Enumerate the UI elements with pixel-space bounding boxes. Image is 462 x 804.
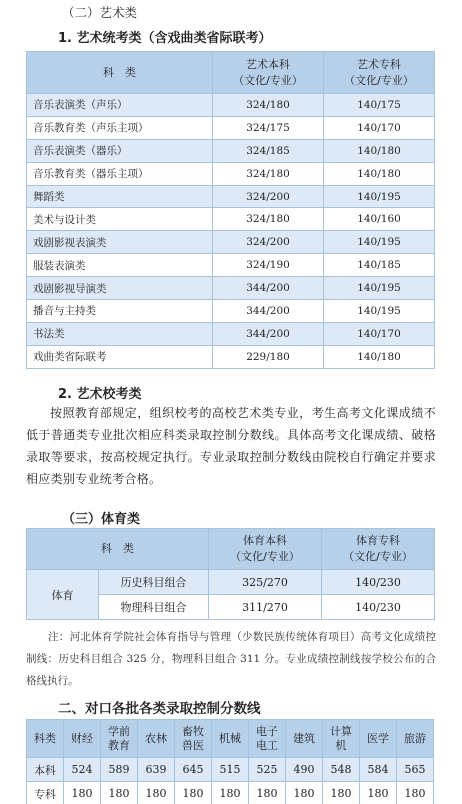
bachelor-cell: 344/200: [213, 277, 324, 300]
college-cell: 140/170: [324, 116, 435, 139]
score-cell: 565: [397, 758, 434, 782]
col-header-line: 农林: [145, 731, 167, 745]
col-header-college-line2: （文化/专业）: [344, 73, 414, 87]
bachelor-cell: 324/180: [213, 162, 324, 185]
college-cell: 140/195: [324, 185, 435, 208]
bachelor-cell: 324/200: [213, 185, 324, 208]
college-cell: 140/185: [324, 254, 435, 277]
col-header-line: 教育: [108, 738, 130, 752]
col-header-line: 学前: [108, 724, 130, 738]
col-header: [323, 720, 360, 758]
score-cell: 180: [175, 782, 212, 804]
col-header-college-line1: 艺术专科: [357, 57, 401, 71]
table-header-row: [27, 720, 434, 758]
table-row: [27, 782, 434, 804]
col-header-college-line2: （文化/专业）: [343, 550, 413, 563]
subject-cell: 音乐表演类（声乐）: [27, 94, 213, 117]
college-cell: 140/180: [324, 345, 435, 368]
score-cell: 589: [101, 758, 138, 782]
score-cell: 180: [212, 782, 249, 804]
table-row: [27, 231, 435, 254]
subject-cell: 音乐教育类（声乐主项）: [27, 116, 213, 139]
score-cell: 180: [64, 782, 101, 804]
subject-cell: 服装表演类: [27, 254, 213, 277]
col-header-line: 机械: [219, 731, 241, 745]
col-header: [138, 720, 175, 758]
bachelor-cell: 344/200: [213, 322, 324, 345]
col-header-line: 医学: [367, 731, 389, 745]
bachelor-cell: 324/175: [213, 116, 324, 139]
score-cell: 180: [249, 782, 286, 804]
col-header: [101, 720, 138, 758]
college-cell: 140/180: [324, 139, 435, 162]
table-row: [27, 300, 435, 323]
college-cell: 140/170: [324, 322, 435, 345]
col-header-bachelor-line1: 艺术本科: [246, 57, 290, 71]
table-row: [27, 277, 435, 300]
row-label-cell: 本科: [27, 758, 64, 782]
score-cell: 524: [64, 758, 101, 782]
col-header-bachelor: [209, 529, 322, 570]
subject-cell: 舞蹈类: [27, 185, 213, 208]
subject-cell: 书法类: [27, 322, 213, 345]
col-header-line: 畜牧: [182, 724, 204, 738]
col-header-line: 计算: [330, 724, 352, 738]
bachelor-cell: 324/200: [213, 231, 324, 254]
bachelor-cell: 229/180: [213, 345, 324, 368]
col-header: [249, 720, 286, 758]
table-row: [27, 139, 435, 162]
subsection-heading-art-school: 2. 艺术校考类: [58, 387, 142, 402]
category-cell: 体育: [27, 570, 99, 620]
col-header-bachelor-line2: （文化/专业）: [230, 550, 300, 563]
score-cell: 490: [286, 758, 323, 782]
section-heading-sports: （三）体育类: [62, 512, 141, 527]
subject-cell: 戏曲类省际联考: [27, 345, 213, 368]
subject-cell: 音乐表演类（器乐）: [27, 139, 213, 162]
score-cell: 639: [138, 758, 175, 782]
bachelor-cell: 324/190: [213, 254, 324, 277]
art-unified-exam-table: [26, 51, 435, 369]
table-row: [27, 345, 435, 368]
row-label-cell: 专科: [27, 782, 64, 804]
score-cell: 180: [101, 782, 138, 804]
subject-cell: 音乐教育类（器乐主项）: [27, 162, 213, 185]
bachelor-cell: 324/185: [213, 139, 324, 162]
table-row: [27, 322, 435, 345]
col-header: [360, 720, 397, 758]
col-header-college: [322, 529, 435, 570]
score-cell: 180: [286, 782, 323, 804]
bachelor-cell: 324/180: [213, 208, 324, 231]
sports-note: 注：河北体育学院社会体育指导与管理（少数民族传统体育项目）高考文化成绩控制线：历史科目组合 325 分，物理科目组合 311 分。专业成绩控制线按学校公布的合格线执行。: [26, 631, 436, 687]
college-cell: 140/180: [324, 162, 435, 185]
col-header-line: 机: [335, 738, 347, 752]
section-heading-art: （二）艺术类: [62, 5, 138, 20]
col-header-line: 电子: [256, 724, 278, 738]
col-header-line: 兽医: [182, 738, 204, 752]
score-cell: 180: [323, 782, 360, 804]
col-header: [64, 720, 101, 758]
bachelor-cell: 311/270: [209, 595, 322, 620]
college-cell: 140/195: [324, 277, 435, 300]
score-cell: 645: [175, 758, 212, 782]
col-header: [27, 720, 64, 758]
score-cell: 515: [212, 758, 249, 782]
vocational-table: [26, 719, 434, 804]
subject-cell: 美术与设计类: [27, 208, 213, 231]
col-header: [212, 720, 249, 758]
college-cell: 140/230: [322, 595, 435, 620]
bachelor-cell: 344/200: [213, 300, 324, 323]
col-header: [175, 720, 212, 758]
table-row: [27, 162, 435, 185]
college-cell: 140/160: [324, 208, 435, 231]
col-header-line: 科类: [34, 731, 56, 745]
college-cell: 140/230: [322, 570, 435, 595]
score-cell: 180: [397, 782, 434, 804]
col-header-bachelor-line1: 体育本科: [243, 534, 287, 547]
table-row: [27, 185, 435, 208]
score-cell: 525: [249, 758, 286, 782]
subject-cell: 播音与主持类: [27, 300, 213, 323]
college-cell: 140/175: [324, 94, 435, 117]
subject-cell: 戏剧影视导演类: [27, 277, 213, 300]
score-cell: 180: [360, 782, 397, 804]
college-cell: 140/195: [324, 231, 435, 254]
col-header: [397, 720, 434, 758]
table-row: [27, 116, 435, 139]
table-row: [27, 758, 434, 782]
bachelor-cell: 324/180: [213, 94, 324, 117]
col-header-college: [324, 52, 435, 94]
col-header-college-line1: 体育专科: [356, 534, 400, 547]
score-cell: 584: [360, 758, 397, 782]
bachelor-cell: 325/270: [209, 570, 322, 595]
section-heading-vocational: 二、对口各批各类录取控制分数线: [58, 701, 261, 717]
combo-cell: 物理科目组合: [99, 595, 209, 620]
col-header: [286, 720, 323, 758]
combo-cell: 历史科目组合: [99, 570, 209, 595]
col-header-line: 电工: [256, 738, 278, 752]
col-header-line: 旅游: [404, 731, 426, 745]
art-school-paragraph: 按照教育部规定，组织校考的高校艺术类专业，考生高考文化课成绩不低于普通类专业批次相应科类录取控制分数线。具体高考文化课成绩、破格录取等要求，按高校规定执行。专业录取控制分数线由院校自行确定并要求相应类别专业统考合格。: [26, 406, 436, 486]
table-row: [27, 570, 435, 595]
col-header-line: 建筑: [293, 731, 315, 745]
subject-cell: 戏剧影视表演类: [27, 231, 213, 254]
col-header-subject: 科 类: [27, 529, 209, 570]
score-cell: 548: [323, 758, 360, 782]
col-header-line: 财经: [71, 731, 93, 745]
sports-table: [26, 528, 435, 620]
col-header-bachelor: [213, 52, 324, 94]
subsection-heading-art-unified: 1. 艺术统考类（含戏曲类省际联考）: [58, 31, 272, 46]
score-cell: 180: [138, 782, 175, 804]
table-row: [27, 94, 435, 117]
table-row: [27, 254, 435, 277]
table-row: [27, 208, 435, 231]
col-header-subject: 科 类: [27, 52, 213, 94]
col-header-bachelor-line2: （文化/专业）: [233, 73, 303, 87]
college-cell: 140/195: [324, 300, 435, 323]
